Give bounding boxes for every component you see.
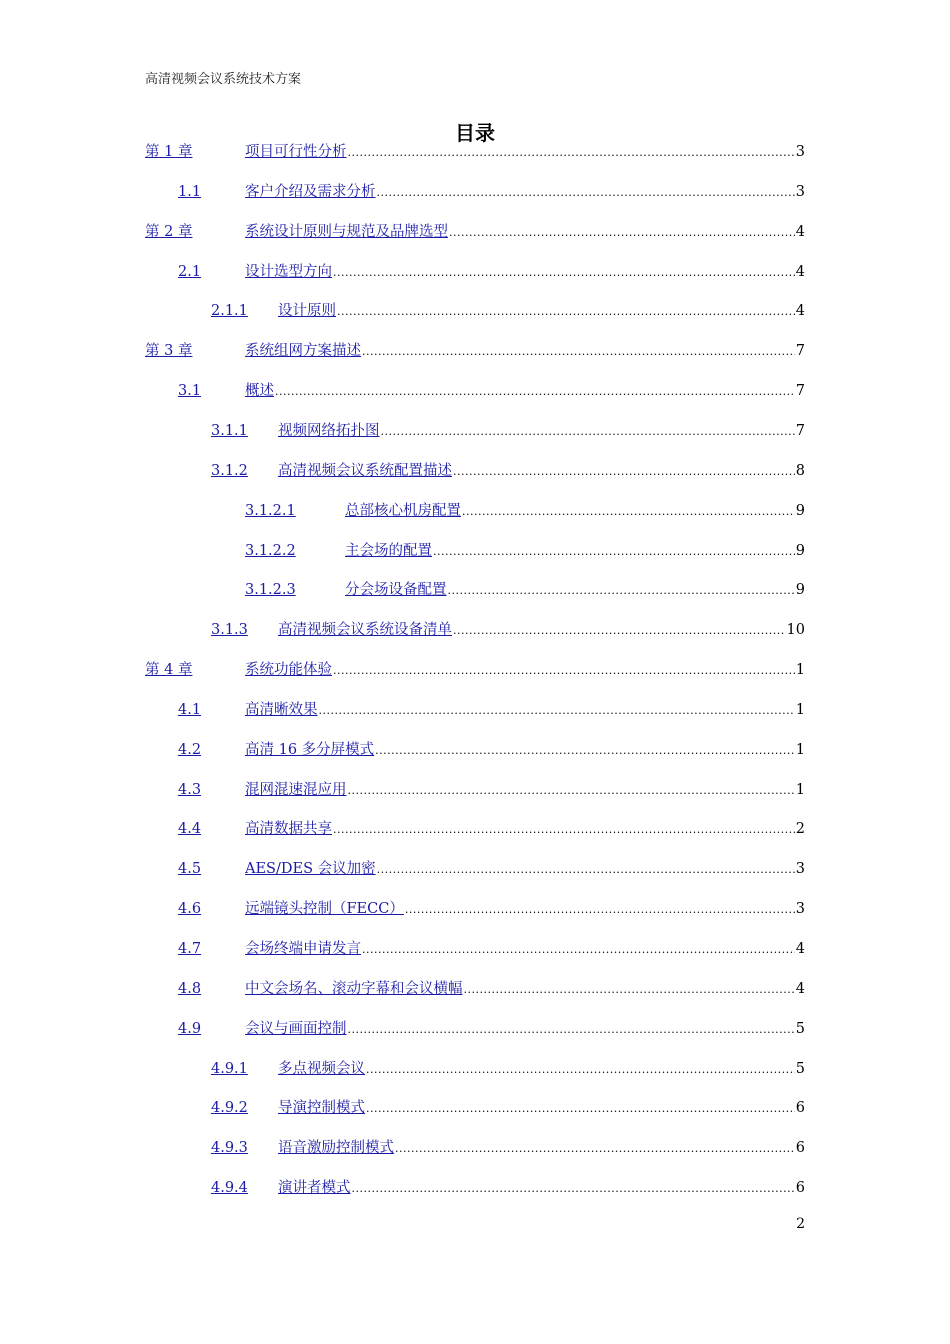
toc-entry[interactable] bbox=[178, 978, 805, 1000]
toc-entry-page: 6 bbox=[795, 1100, 805, 1117]
toc-entry-title: 项目可行性分析 bbox=[245, 144, 347, 160]
toc-dot-leader bbox=[366, 1098, 795, 1120]
toc-entry-page: 10 bbox=[786, 622, 805, 639]
toc-entry[interactable] bbox=[178, 938, 805, 960]
toc-entry-number: 3.1.2.1 bbox=[245, 502, 296, 519]
toc-entry-number: 4.4 bbox=[178, 821, 202, 838]
toc-entry-title: 概述 bbox=[245, 383, 274, 400]
toc-dot-leader bbox=[275, 381, 795, 403]
toc-entry-page: 6 bbox=[795, 1180, 805, 1197]
toc-entry[interactable] bbox=[145, 141, 805, 163]
toc-dot-leader bbox=[453, 461, 795, 483]
toc-entry-page: 4 bbox=[795, 263, 805, 280]
toc-entry-title: 设计选型方向 bbox=[245, 263, 332, 280]
running-header: 高清视频会议系统技术方案 bbox=[145, 72, 302, 87]
toc-entry-title: 演讲者模式 bbox=[278, 1180, 351, 1197]
toc-entry-page: 6 bbox=[795, 1140, 805, 1157]
toc-entry-page: 3 bbox=[795, 861, 805, 878]
toc-title: 目录 bbox=[455, 121, 495, 145]
toc-entry-page: 1 bbox=[795, 662, 805, 679]
toc-entry-page: 3 bbox=[795, 901, 805, 918]
toc-entry[interactable] bbox=[211, 1177, 805, 1199]
toc-entry-title: 会场终端申请发言 bbox=[245, 941, 361, 957]
toc-entry-number: 4.9.3 bbox=[211, 1140, 248, 1157]
toc-dot-leader bbox=[337, 301, 795, 323]
toc-entry-page: 8 bbox=[795, 462, 805, 479]
toc-entry[interactable] bbox=[211, 460, 805, 482]
toc-dot-leader bbox=[352, 1178, 795, 1200]
toc-entry[interactable] bbox=[211, 420, 805, 442]
toc-dot-leader bbox=[333, 262, 795, 284]
toc-entry[interactable] bbox=[178, 261, 805, 283]
toc-entry-number: 第 3 章 bbox=[145, 343, 193, 360]
toc-dot-leader bbox=[381, 421, 795, 443]
toc-dot-leader bbox=[395, 1138, 795, 1160]
toc-entry-page: 3 bbox=[795, 183, 805, 200]
toc-entry-number: 4.2 bbox=[178, 741, 202, 758]
toc-dot-leader bbox=[449, 222, 795, 244]
toc-entry[interactable] bbox=[178, 779, 805, 801]
page-number: 2 bbox=[796, 1216, 805, 1232]
toc-entry[interactable] bbox=[178, 1018, 805, 1040]
toc-dot-leader bbox=[348, 1019, 795, 1041]
toc-entry[interactable] bbox=[145, 340, 805, 362]
toc-entry-page: 1 bbox=[795, 781, 805, 798]
toc-dot-leader bbox=[375, 740, 795, 762]
toc-entry-title: 会议与画面控制 bbox=[245, 1020, 347, 1037]
toc-entry-number: 2.1.1 bbox=[211, 303, 248, 320]
toc-entry-number: 2.1 bbox=[178, 263, 202, 280]
toc-dot-leader bbox=[377, 859, 795, 881]
toc-entry-page: 5 bbox=[795, 1060, 805, 1077]
toc-entry-page: 4 bbox=[795, 223, 805, 240]
toc-entry-number: 4.9 bbox=[178, 1020, 202, 1037]
toc-dot-leader bbox=[362, 341, 795, 363]
toc-entry-number: 4.1 bbox=[178, 701, 202, 718]
toc-dot-leader bbox=[333, 660, 795, 682]
toc-entry-page: 1 bbox=[795, 701, 805, 718]
toc-entry-number: 4.9.1 bbox=[211, 1060, 248, 1077]
toc-dot-leader bbox=[362, 939, 795, 961]
toc-entry[interactable] bbox=[245, 540, 805, 562]
toc-entry[interactable] bbox=[211, 1058, 805, 1080]
toc-entry[interactable] bbox=[178, 739, 805, 761]
toc-entry[interactable] bbox=[145, 659, 805, 681]
toc-dot-leader bbox=[464, 979, 795, 1001]
toc-entry-page: 4 bbox=[795, 980, 805, 997]
toc-entry-title: 分会场设备配置 bbox=[345, 582, 447, 599]
toc-entry-page: 7 bbox=[795, 343, 805, 360]
toc-entry[interactable] bbox=[178, 699, 805, 721]
toc-entry[interactable] bbox=[211, 1137, 805, 1159]
toc-entry-number: 4.8 bbox=[178, 980, 202, 997]
toc-dot-leader bbox=[448, 580, 795, 602]
toc-entry-title: 视频网络拓扑图 bbox=[278, 422, 380, 439]
toc-entry[interactable] bbox=[178, 898, 805, 920]
toc-dot-leader bbox=[377, 182, 795, 204]
toc-entry-number: 4.6 bbox=[178, 901, 202, 918]
toc-entry[interactable] bbox=[211, 1097, 805, 1119]
toc-entry-page: 4 bbox=[795, 303, 805, 320]
toc-entry-page: 1 bbox=[795, 741, 805, 758]
toc-entry-page: 3 bbox=[795, 144, 805, 160]
toc-entry[interactable] bbox=[245, 500, 805, 522]
toc-entry[interactable] bbox=[211, 300, 805, 322]
toc-entry-number: 3.1.1 bbox=[211, 422, 248, 439]
toc-entry[interactable] bbox=[178, 380, 805, 402]
toc-entry-title: 总部核心机房配置 bbox=[345, 502, 461, 519]
toc-entry-title: 高清视频会议系统设备清单 bbox=[278, 622, 452, 639]
toc-entry[interactable] bbox=[245, 579, 805, 601]
toc-entry-title: 远端镜头控制（FECC） bbox=[245, 901, 404, 918]
toc-dot-leader bbox=[319, 700, 795, 722]
toc-entry-number: 第 2 章 bbox=[145, 223, 193, 240]
toc-entry-number: 第 1 章 bbox=[145, 144, 193, 160]
toc-entry-title: 高清 16 多分屏模式 bbox=[245, 741, 375, 758]
toc-entry-title: 系统功能体验 bbox=[245, 662, 332, 679]
toc-entry-page: 4 bbox=[795, 941, 805, 957]
toc-entry-title: 客户介绍及需求分析 bbox=[245, 183, 376, 200]
toc-entry-title: 高清视频会议系统配置描述 bbox=[278, 462, 452, 479]
toc-entry-number: 4.9.2 bbox=[211, 1100, 248, 1117]
toc-entry-number: 3.1.2 bbox=[211, 462, 248, 479]
toc-entry-title: 混网混速混应用 bbox=[245, 781, 347, 798]
toc-entry-page: 9 bbox=[795, 582, 805, 599]
toc-entry-page: 5 bbox=[795, 1020, 805, 1037]
toc-entry-page: 7 bbox=[795, 422, 805, 439]
toc-entry-title: 系统组网方案描述 bbox=[245, 343, 361, 360]
toc-dot-leader bbox=[333, 819, 795, 841]
toc-entry-title: 高清晰效果 bbox=[245, 701, 318, 718]
toc-entry[interactable] bbox=[145, 221, 805, 243]
toc-dot-leader bbox=[433, 541, 795, 563]
toc-entry-title: 系统设计原则与规范及品牌选型 bbox=[245, 223, 448, 240]
toc-entry-title: 设计原则 bbox=[278, 303, 336, 320]
toc-entry-number: 3.1.3 bbox=[211, 622, 248, 639]
toc-entry-page: 9 bbox=[795, 502, 805, 519]
toc-entry-number: 3.1.2.2 bbox=[245, 542, 296, 559]
toc-entry[interactable] bbox=[178, 858, 805, 880]
toc-entry-number: 4.9.4 bbox=[211, 1180, 248, 1197]
toc-entry[interactable] bbox=[211, 619, 805, 641]
toc-entry-number: 4.3 bbox=[178, 781, 202, 798]
toc-entry-title: 语音激励控制模式 bbox=[278, 1140, 394, 1157]
toc-entry-page: 2 bbox=[795, 821, 805, 838]
toc-entry-number: 3.1 bbox=[178, 383, 202, 400]
toc-entry-number: 3.1.2.3 bbox=[245, 582, 296, 599]
toc-entry-title: 导演控制模式 bbox=[278, 1100, 365, 1117]
toc-entry-page: 7 bbox=[795, 383, 805, 400]
toc-entry-title: 多点视频会议 bbox=[278, 1060, 365, 1077]
toc-entry-title: 主会场的配置 bbox=[345, 542, 432, 559]
toc-dot-leader bbox=[366, 1059, 795, 1081]
toc-entry-number: 4.7 bbox=[178, 941, 202, 957]
toc-entry-page: 9 bbox=[795, 542, 805, 559]
toc-entry[interactable] bbox=[178, 181, 805, 203]
toc-entry-title: 中文会场名、滚动字幕和会议横幅 bbox=[245, 980, 463, 997]
toc-entry[interactable] bbox=[178, 818, 805, 840]
toc-dot-leader bbox=[462, 501, 795, 523]
toc-dot-leader bbox=[453, 620, 786, 642]
toc-entry-title: 高清数据共享 bbox=[245, 821, 332, 838]
toc-dot-leader bbox=[405, 899, 795, 921]
toc-dot-leader bbox=[348, 142, 795, 164]
toc-entry-number: 1.1 bbox=[178, 183, 202, 200]
toc-entry-title: AES/DES 会议加密 bbox=[245, 861, 376, 878]
toc-entry-number: 第 4 章 bbox=[145, 662, 193, 679]
toc-dot-leader bbox=[348, 780, 795, 802]
toc-entry-number: 4.5 bbox=[178, 861, 202, 878]
